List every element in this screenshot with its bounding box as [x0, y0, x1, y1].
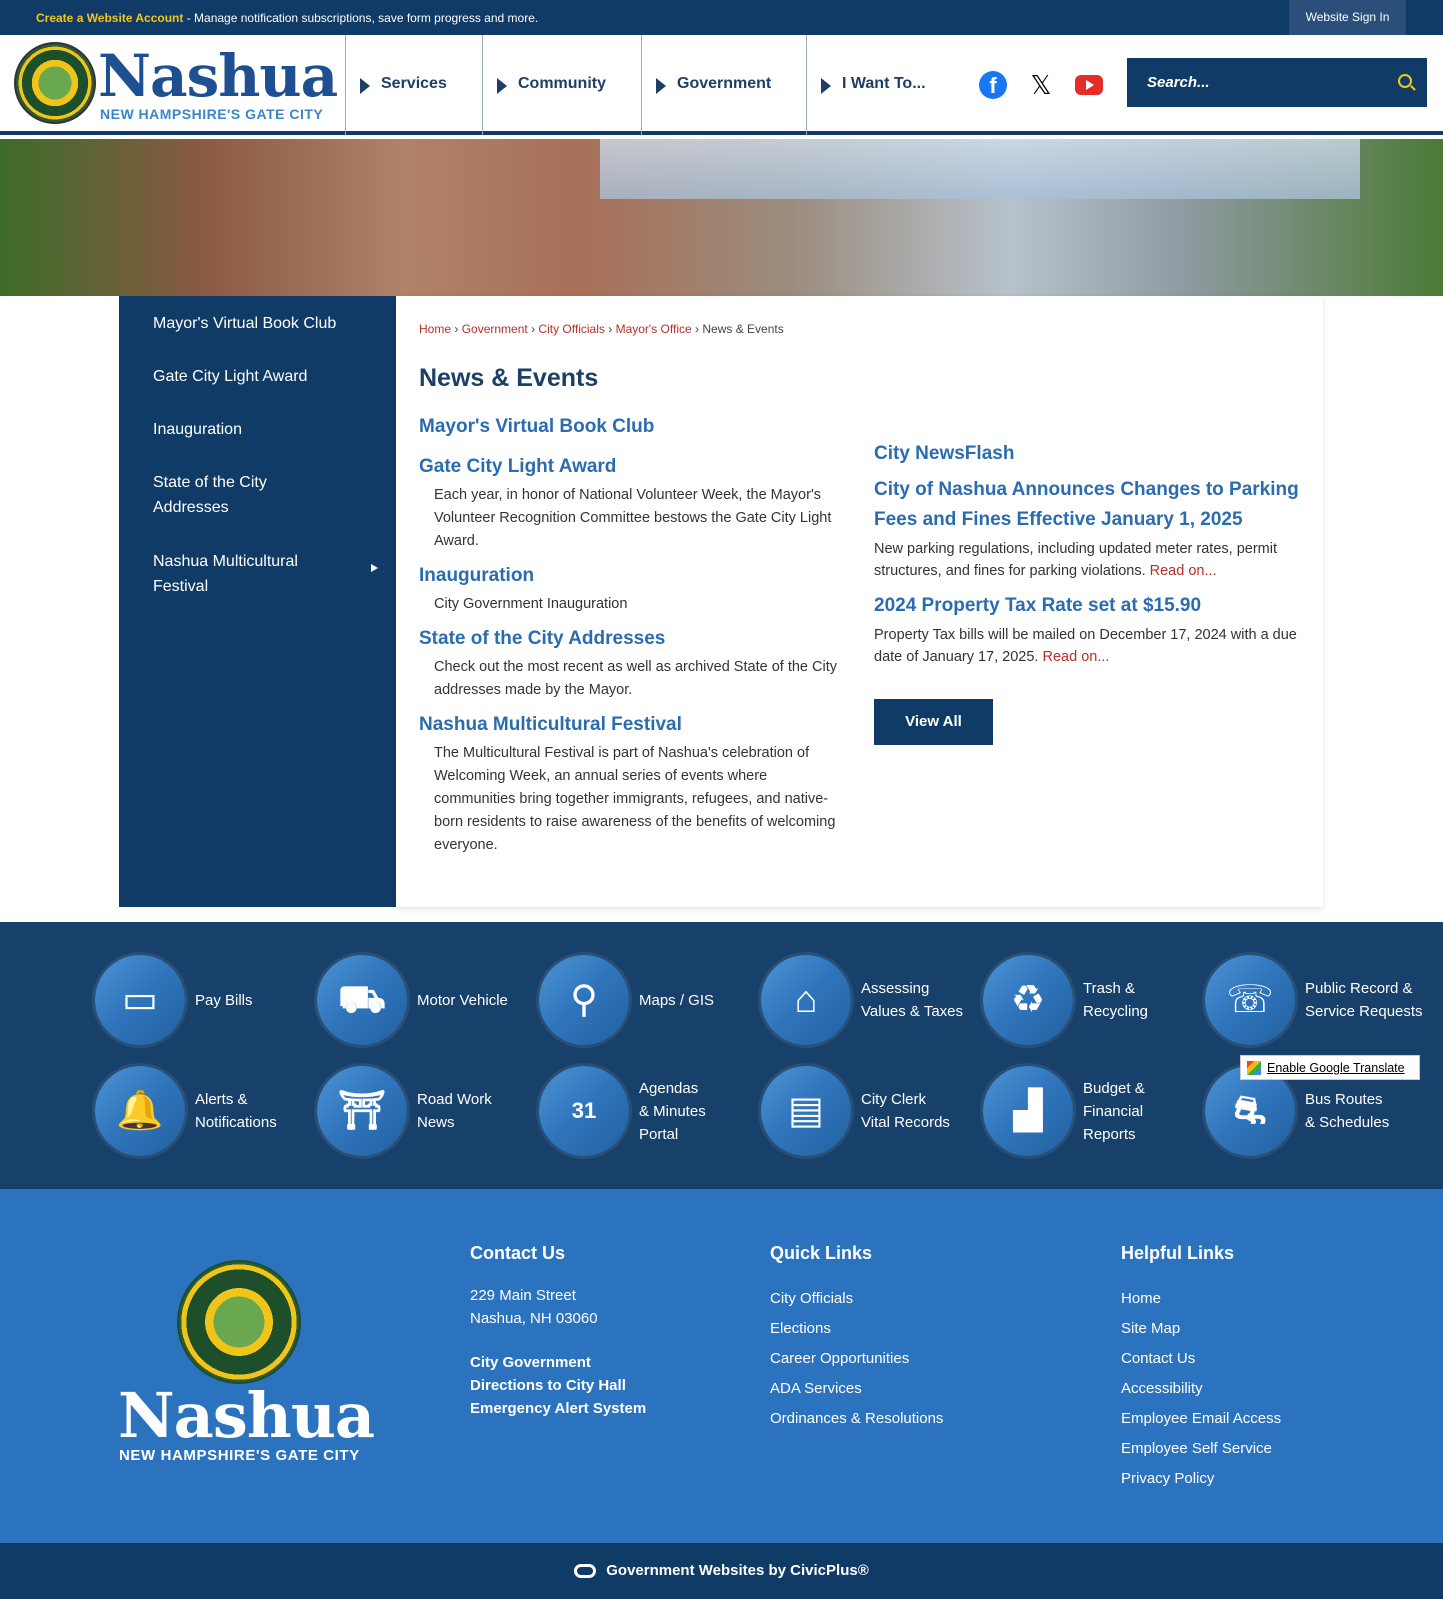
footer-link[interactable]: City Officials [770, 1290, 854, 1307]
quick-link-label: Pay Bills [195, 991, 253, 1009]
footer-heading: Contact Us [470, 1243, 566, 1263]
section-description: The Multicultural Festival is part of Nashua's celebration of Welcoming Week, an annual series of events where communities bring together immigrants, refugees, and native-born residents to raise awareness of the benefits of welcoming everyone. [434, 745, 836, 853]
bell-icon: 🔔 [116, 1090, 164, 1132]
sidebar-item-multicultural-festival[interactable]: Nashua Multicultural Festival [153, 553, 298, 595]
civicplus-text: Government Websites by CivicPlus® [606, 1562, 869, 1579]
section-title[interactable]: Mayor's Virtual Book Club [419, 416, 655, 437]
quick-link-label: Budget & Financial Reports [1083, 1079, 1145, 1143]
quick-link-label: Public Record & Service Requests [1305, 980, 1423, 1020]
footer-link[interactable]: City Government [470, 1354, 591, 1371]
nav-label: Government [677, 75, 772, 92]
quick-link-label: Road Work News [417, 1091, 492, 1131]
section-title[interactable]: State of the City Addresses [419, 628, 666, 649]
footer-link[interactable]: Accessibility [1121, 1380, 1203, 1397]
footer-link[interactable]: ADA Services [770, 1380, 862, 1397]
translate-label: Enable Google Translate [1267, 1061, 1405, 1075]
civicplus-logo-icon [574, 1564, 596, 1578]
bus-icon: ⛐ [1233, 1090, 1267, 1132]
breadcrumb-separator: › [531, 322, 536, 336]
quick-link-label: Assessing Values & Taxes [861, 980, 964, 1020]
banner-sky [600, 139, 1360, 199]
city-seal-icon [14, 42, 96, 124]
x-twitter-icon[interactable]: 𝕏 [1030, 70, 1052, 100]
google-icon [1247, 1061, 1261, 1075]
section-description: Check out the most recent as well as archived State of the City addresses made by the Mayor. [434, 659, 837, 698]
page-title: News & Events [419, 364, 599, 392]
address-line: Nashua, NH 03060 [470, 1310, 598, 1327]
nav-services[interactable] [345, 35, 482, 135]
footer-quick-links [770, 1243, 943, 1434]
nav-arrow-icon [656, 78, 666, 94]
section-multicultural-festival [419, 712, 839, 857]
footer-link[interactable]: Career Opportunities [770, 1350, 910, 1367]
phone-chat-icon: ☏ [1226, 979, 1274, 1021]
search-icon[interactable] [1398, 74, 1412, 88]
breadcrumb-mayors-office[interactable]: Mayor's Office [615, 322, 692, 336]
news-item [874, 475, 1309, 582]
search-box [1127, 58, 1427, 107]
footer-link[interactable]: Elections [770, 1320, 831, 1337]
news-title[interactable]: 2024 Property Tax Rate set at $15.90 [874, 595, 1202, 616]
quick-link-0[interactable] [95, 955, 315, 1047]
footer-link[interactable]: Site Map [1121, 1320, 1181, 1337]
footer-city-seal-icon [177, 1260, 301, 1384]
section-description: Each year, in honor of National Volunteer Week, the Mayor's Volunteer Recognition Committee bestows the Gate City Light Award. [434, 487, 832, 549]
footer-contact [470, 1243, 646, 1420]
breadcrumb-home[interactable]: Home [419, 322, 452, 336]
news-description [874, 624, 1309, 668]
quick-link-label: City Clerk Vital Records [861, 1091, 950, 1131]
breadcrumb-city-officials[interactable]: City Officials [538, 322, 605, 336]
site-logo[interactable] [14, 42, 344, 128]
top-bar [0, 0, 1443, 35]
trash-icon: ♻ [1010, 979, 1046, 1021]
nav-label: I Want To... [842, 75, 926, 92]
footer-link[interactable]: Employee Self Service [1121, 1440, 1272, 1457]
quick-link-label: Maps / GIS [639, 991, 715, 1009]
footer-logo-name: Nashua [118, 1379, 375, 1452]
news-item [874, 591, 1309, 668]
breadcrumb-government[interactable]: Government [461, 322, 528, 336]
barrier-icon: ⛩ [337, 1090, 387, 1132]
footer-logo-tagline: NEW HAMPSHIRE'S GATE CITY [119, 1447, 360, 1464]
main-content [396, 296, 1323, 907]
account-message-text: - Manage notification subscriptions, save form progress and more. [183, 11, 539, 25]
footer-link[interactable]: Employee Email Access [1121, 1410, 1282, 1427]
nav-arrow-icon [360, 78, 370, 94]
facebook-icon[interactable]: f [979, 71, 1007, 99]
read-on-link[interactable]: Read on... [1149, 563, 1217, 579]
footer-link[interactable]: Privacy Policy [1121, 1470, 1215, 1487]
quick-links-band [0, 922, 1443, 1189]
hero-banner-image [0, 139, 1443, 296]
news-summary: Property Tax bills will be mailed on December 17, 2024 with a due date of January 17, 2025. [874, 627, 1297, 665]
quick-link-label: Alerts & Notifications [195, 1091, 277, 1131]
submenu-arrow-icon[interactable] [371, 564, 378, 572]
create-account-link[interactable]: Create a Website Account [36, 11, 184, 25]
logo-tagline: NEW HAMPSHIRE'S GATE CITY [100, 106, 324, 122]
quick-link-6[interactable] [95, 1066, 315, 1158]
website-sign-in-button[interactable]: Website Sign In [1289, 0, 1406, 35]
folder-icon: ▤ [788, 1090, 824, 1132]
quick-link-label: Trash & Recycling [1083, 980, 1149, 1020]
section-sidebar [119, 296, 396, 907]
news-description [874, 538, 1309, 582]
sidebar-item-inauguration[interactable]: Inauguration [153, 421, 242, 438]
news-title[interactable]: City of Nashua Announces Changes to Parking Fees and Fines Effective January 1, 2025 [874, 479, 1299, 530]
breadcrumb-separator: › [695, 322, 700, 336]
section-title[interactable]: Nashua Multicultural Festival [419, 714, 682, 735]
newsflash-heading[interactable]: City NewsFlash [874, 443, 1015, 464]
logo-name: Nashua [98, 42, 338, 110]
house-icon: ⌂ [794, 979, 818, 1021]
news-summary: New parking regulations, including updated meter rates, permit structures, and fines for parking violations. [874, 541, 1277, 579]
google-translate-button[interactable] [1240, 1055, 1420, 1080]
quick-link-label: Bus Routes & Schedules [1305, 1091, 1390, 1131]
section-state-of-city [419, 626, 839, 702]
newsflash-heading-block [874, 439, 1309, 469]
footer-link[interactable]: Ordinances & Resolutions [770, 1410, 944, 1427]
nav-arrow-icon [821, 78, 831, 94]
nav-label: Services [381, 75, 447, 92]
sidebar-item-book-club[interactable]: Mayor's Virtual Book Club [153, 315, 337, 332]
read-on-link[interactable]: Read on... [1042, 649, 1110, 665]
breadcrumb-separator: › [454, 322, 459, 336]
quick-link-9[interactable] [761, 1066, 981, 1158]
footer-link[interactable]: Contact Us [1121, 1350, 1196, 1367]
quick-link-8[interactable] [539, 1066, 759, 1158]
map-pin-icon: ⚲ [570, 979, 598, 1021]
nav-arrow-icon [497, 78, 507, 94]
nav-community[interactable] [482, 35, 641, 135]
quick-link-1[interactable] [317, 955, 537, 1047]
account-message [36, 11, 538, 25]
chart-icon: ▟ [1013, 1090, 1043, 1132]
breadcrumb [419, 322, 784, 336]
sidebar-item-state-of-city[interactable]: State of the City Addresses [153, 474, 267, 516]
section-description: City Government Inauguration [434, 596, 628, 612]
section-book-club [419, 414, 839, 440]
footer-link[interactable]: Directions to City Hall [470, 1377, 626, 1394]
footer-link[interactable]: Home [1121, 1290, 1162, 1307]
section-light-award [419, 454, 839, 553]
search-input[interactable] [1127, 58, 1387, 107]
breadcrumb-separator: › [608, 322, 613, 336]
address-line: 229 Main Street [470, 1287, 576, 1304]
site-header [0, 35, 1443, 135]
view-all-button[interactable]: View All [874, 699, 993, 745]
quick-link-7[interactable] [317, 1066, 537, 1158]
section-inauguration [419, 563, 839, 616]
quick-link-4[interactable] [983, 955, 1203, 1047]
footer-helpful-links [1121, 1243, 1281, 1494]
quick-link-label: Motor Vehicle [417, 991, 508, 1009]
sidebar-item-light-award[interactable]: Gate City Light Award [153, 368, 308, 385]
quick-link-3[interactable] [761, 955, 981, 1047]
youtube-icon[interactable] [1075, 75, 1103, 95]
section-title[interactable]: Inauguration [419, 565, 535, 586]
quick-link-label: Agendas & Minutes Portal [639, 1079, 706, 1143]
civicplus-credit[interactable] [0, 1543, 1443, 1599]
car-icon: ⛟ [338, 979, 386, 1021]
footer-link[interactable]: Emergency Alert System [470, 1400, 647, 1417]
footer-heading: Helpful Links [1121, 1243, 1235, 1263]
bill-icon: ▭ [122, 979, 158, 1021]
quick-link-2[interactable] [539, 955, 759, 1047]
footer-heading: Quick Links [770, 1243, 873, 1263]
breadcrumb-current: News & Events [702, 322, 784, 336]
nav-government[interactable] [641, 35, 806, 135]
nav-i-want-to[interactable] [806, 35, 956, 135]
site-footer [0, 1189, 1443, 1543]
quick-link-10[interactable] [983, 1066, 1203, 1158]
section-title[interactable]: Gate City Light Award [419, 456, 617, 477]
quick-link-5[interactable] [1205, 955, 1425, 1047]
nav-label: Community [518, 75, 606, 92]
calendar-icon: 31 [571, 1098, 597, 1123]
